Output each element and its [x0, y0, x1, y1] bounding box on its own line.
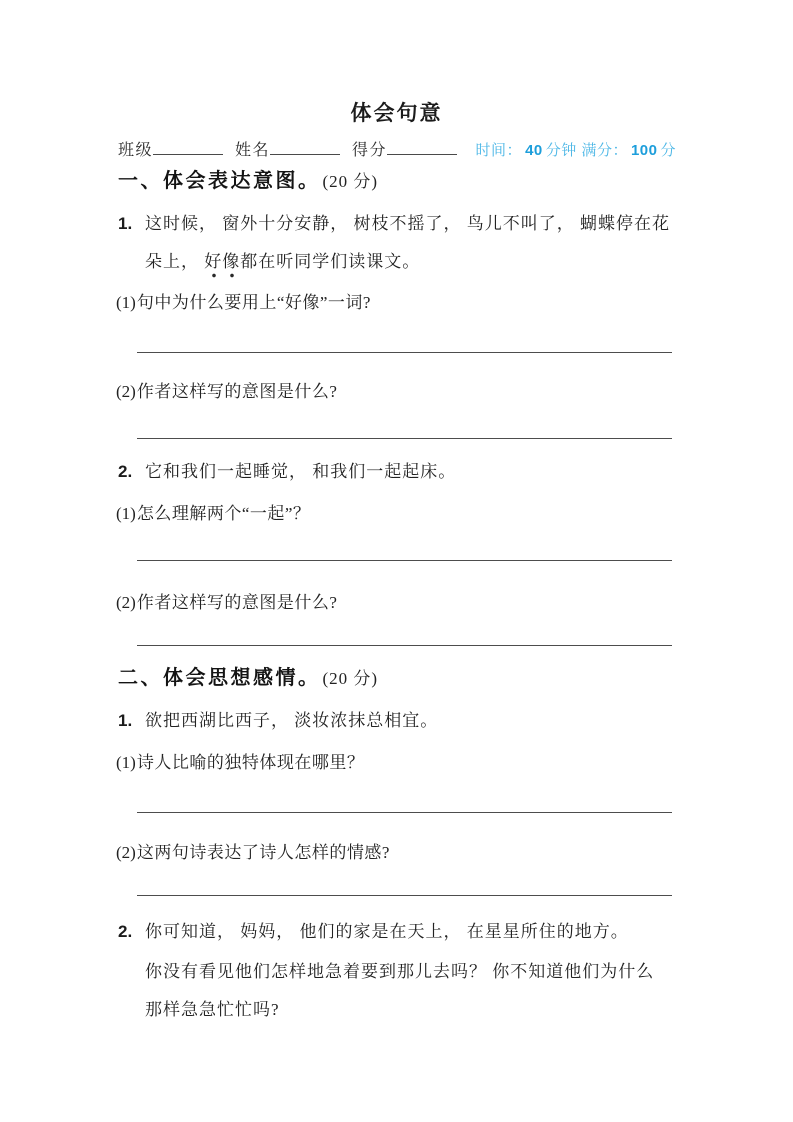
section-1-heading: 一、体会表达意图。: [118, 170, 321, 192]
answer-line-6: [137, 895, 672, 896]
s1-q1-sub2-label: (2): [116, 382, 136, 401]
s1-q2-subquestion-2: [116, 591, 337, 615]
answer-line-4: [137, 645, 672, 646]
score-blank-line: [387, 140, 457, 155]
section-2-heading: 二、体会思想感情。: [118, 667, 321, 689]
s1-q1-sub2-text: 作者这样写的意图是什么?: [136, 382, 338, 401]
s1-q1-sub1-label: (1): [116, 293, 136, 312]
s1-q2-subquestion-1: [116, 502, 310, 526]
class-label: 班级: [118, 142, 154, 159]
total-label: 满分：: [581, 142, 628, 159]
section-2-score: (20 分): [322, 669, 379, 688]
s1-question-1-line-2: [145, 250, 420, 274]
s2-q1-sub2-text: 这两句诗表达了诗人怎样的情感?: [136, 843, 390, 862]
answer-line-3: [137, 560, 672, 561]
s2-q2-text-line1: 你可知道， 妈妈， 他们的家是在天上， 在星星所住的地方。: [145, 922, 629, 941]
s2-q2-text-line2: 你没有看见他们怎样地急着要到那儿去吗？ 你不知道他们为什么: [145, 962, 655, 981]
s2-question-2-line-3: [145, 998, 280, 1022]
name-blank-line: [270, 140, 340, 155]
page-title: 体会句意: [350, 101, 443, 125]
s2-q1-subquestion-1: [116, 751, 364, 775]
answer-line-1: [137, 352, 672, 353]
student-info-row: [118, 137, 676, 160]
section-1-score: (20 分): [322, 172, 379, 191]
s1-q1-text-line2-pre: 朵上，: [145, 252, 205, 271]
section-1-heading-row: [118, 169, 378, 194]
s2-q1-sub1-text: 诗人比喻的独特体现在哪里？: [136, 753, 365, 772]
answer-line-5: [137, 812, 672, 813]
s1-q1-text-line1: 这时候， 窗外十分安静， 树枝不摇了， 鸟儿不叫了， 蝴蝶停在花: [145, 214, 670, 233]
s2-q1-number: 1.: [118, 711, 133, 730]
s1-q1-subquestion-2: [116, 380, 337, 404]
s1-q1-text-line2-post: 都在听同学们读课文。: [240, 252, 421, 271]
s1-q2-number: 2.: [118, 462, 133, 481]
s2-question-1: [118, 709, 438, 733]
exam-info: [476, 139, 676, 160]
s2-question-2-line-1: [118, 920, 629, 944]
time-label: 时间：: [475, 142, 523, 159]
s1-q2-text: 它和我们一起睡觉， 和我们一起起床。: [145, 462, 457, 481]
s2-q1-subquestion-2: [116, 841, 390, 865]
s1-q1-number: 1.: [118, 214, 133, 233]
s1-q1-emphasized-word: 好像: [204, 252, 241, 271]
score-label: 得分: [352, 142, 388, 159]
time-unit: 分钟: [545, 142, 577, 159]
s1-q1-sub1-text: 句中为什么要用上“好像”一词?: [136, 293, 371, 312]
answer-line-2: [137, 438, 672, 439]
section-2-heading-row: [118, 666, 378, 691]
time-value: 40: [525, 142, 543, 159]
s2-question-2-line-2: [145, 960, 654, 984]
s2-q1-text: 欲把西湖比西子， 淡妆浓抹总相宜。: [145, 711, 439, 730]
s1-q2-sub2-label: (2): [116, 593, 136, 612]
s2-q1-sub2-label: (2): [116, 843, 136, 862]
s2-q1-sub1-label: (1): [116, 753, 136, 772]
s1-q2-sub1-label: (1): [116, 504, 136, 523]
s1-question-1-line-1: [118, 212, 670, 236]
s1-question-2: [118, 460, 456, 484]
total-unit: 分: [660, 142, 676, 159]
s2-q2-text-line3: 那样急急忙忙吗?: [145, 1000, 280, 1019]
s2-q2-number: 2.: [118, 922, 133, 941]
s1-q2-sub1-text: 怎么理解两个“一起”？: [136, 504, 311, 523]
name-label: 姓名: [235, 142, 271, 159]
total-value: 100: [630, 142, 658, 159]
s1-q2-sub2-text: 作者这样写的意图是什么?: [136, 593, 338, 612]
s1-q1-subquestion-1: [116, 291, 371, 315]
class-blank-line: [153, 140, 223, 155]
